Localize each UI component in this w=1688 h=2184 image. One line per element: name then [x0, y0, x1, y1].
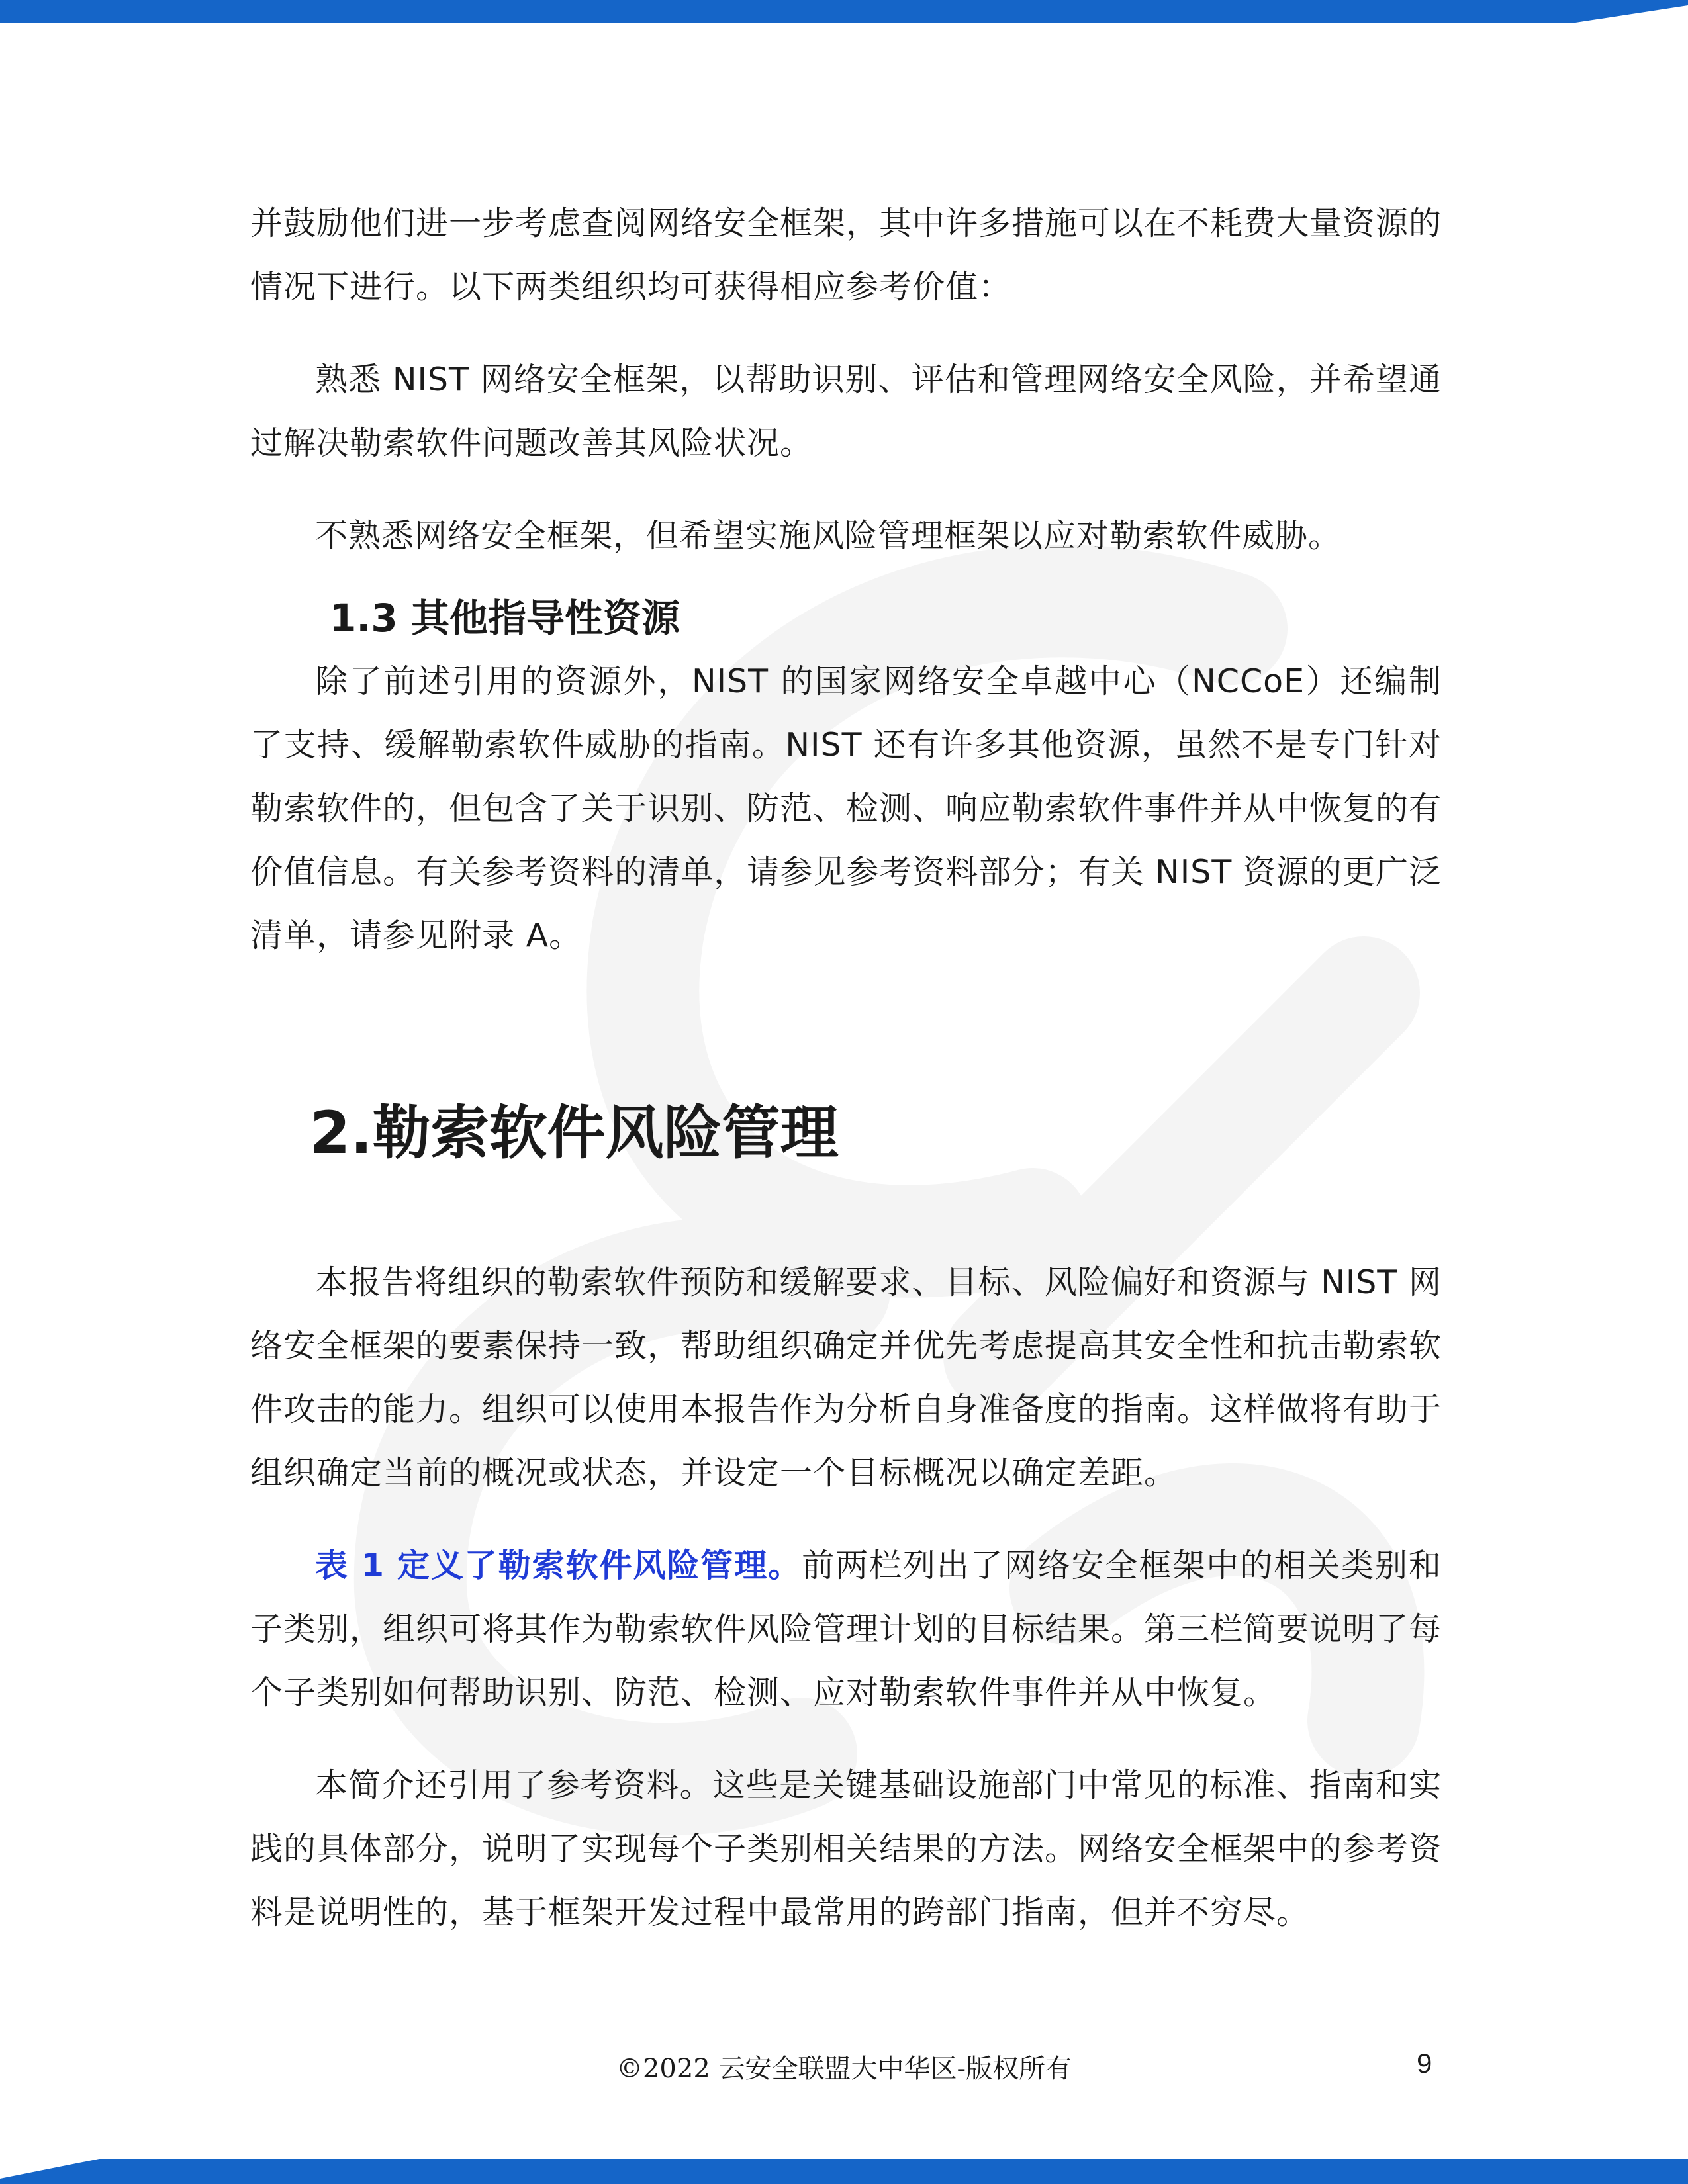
table-1-link[interactable]: 表 1 定义了勒索软件风险管理。: [315, 1547, 802, 1584]
paragraph-table-1-text: 前两栏列出了网络安全框架中的相关类别和子类别，组织可将其作为勒索软件风险管理计划的目标结果。第三栏简要说明了每个子类别如何帮助识别、防范、检测、应对勒索软件事件并从中恢复。: [250, 1547, 1442, 1711]
paragraph-references: 本简介还引用了参考资料。这些是关键基础设施部门中常见的标准、指南和实践的具体部分，说明了实现每个子类别相关结果的方法。网络安全框架中的参考资料是说明性的，基于框架开发过程中最常用的跨部门指南，但并不穷尽。: [250, 1766, 1442, 1931]
bottom-accent-bar: [0, 2159, 1688, 2184]
footer-copyright: ©2022 云安全联盟大中华区-版权所有: [616, 2054, 1072, 2084]
paragraph-report-alignment: 本报告将组织的勒索软件预防和缓解要求、目标、风险偏好和资源与 NIST 网络安全框架的要素保持一致，帮助组织确定并优先考虑提高其安全性和抗击勒索软件攻击的能力。组织可以使用本报告作为分析自身准备度的指南。这样做将有助于组织确定当前的概况或状态，并设定一个目标概况以确定差距。: [250, 1263, 1442, 1492]
paragraph-other-resources: 除了前述引用的资源外，NIST 的国家网络安全卓越中心（NCCoE）还编制了支持、缓解勒索软件威胁的指南。NIST 还有许多其他资源，虽然不是专门针对勒索软件的，但包含了关于识别、防范、检测、响应勒索软件事件并从中恢复的有价值信息。有关参考资料的清单，请参见参考资料部分；有关 NIST 资源的更广泛清单，请参见附录 A。: [250, 662, 1442, 954]
section-heading-2: 2.勒索软件风险管理: [310, 1099, 839, 1167]
page-content: [250, 192, 1442, 1944]
paragraph-unfamiliar: 不熟悉网络安全框架，但希望实施风险管理框架以应对勒索软件威胁。: [315, 517, 1342, 555]
section-heading-1-3: 1.3 其他指导性资源: [330, 596, 680, 641]
paragraph-intro: 并鼓励他们进一步考虑查阅网络安全框架，其中许多措施可以在不耗费大量资源的情况下进行。以下两类组织均可获得相应参考价值：: [250, 205, 1442, 306]
paragraph-familiar: 熟悉 NIST 网络安全框架，以帮助识别、评估和管理网络安全风险，并希望通过解决勒索软件问题改善其风险状况。: [250, 361, 1442, 462]
paragraph-table-1: [250, 1534, 1442, 1725]
top-accent-bar: [0, 0, 1688, 23]
page-number: 9: [1417, 2048, 1432, 2079]
